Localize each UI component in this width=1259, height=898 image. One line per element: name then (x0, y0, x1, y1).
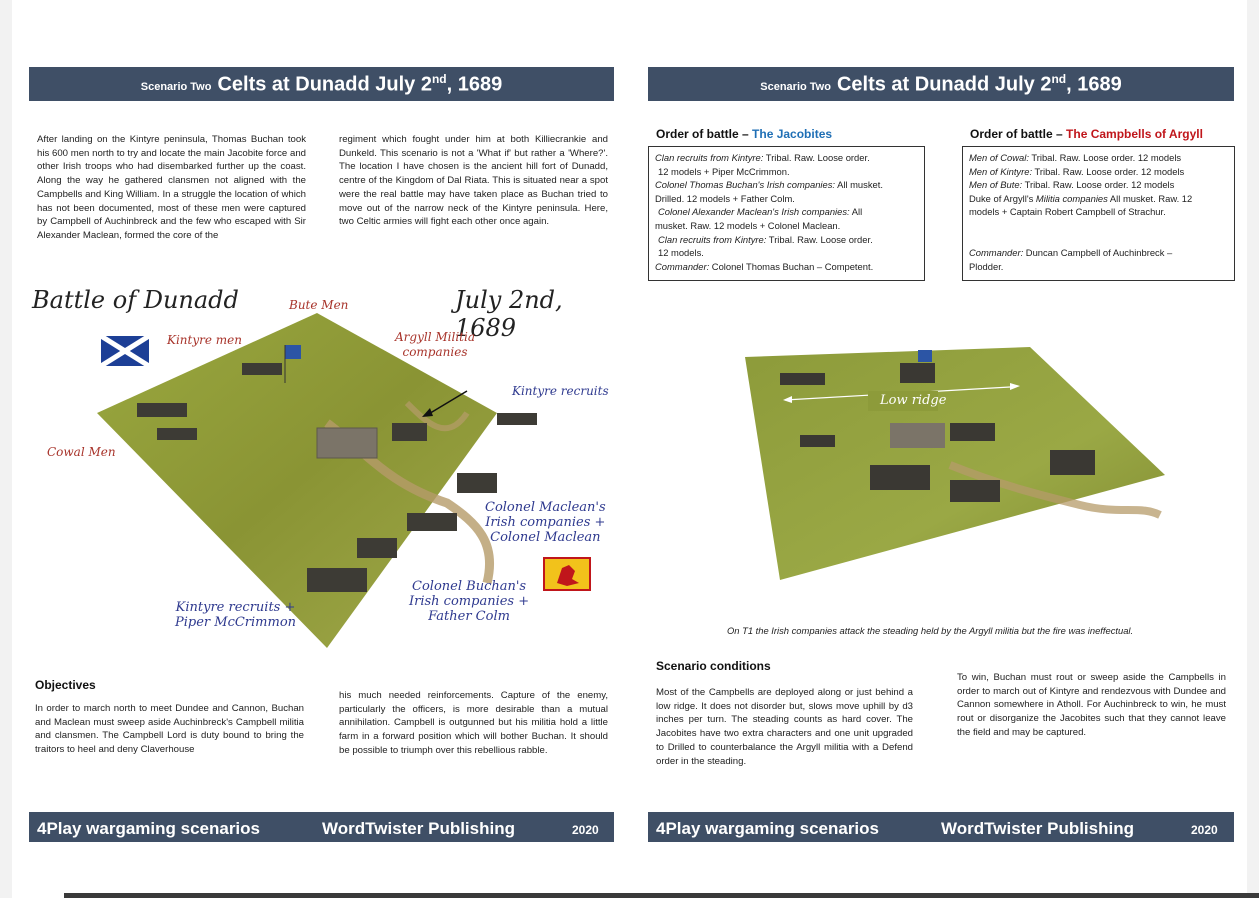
label-kintyre-men: Kintyre men (167, 333, 242, 347)
battle-map (27, 283, 622, 653)
footer-year: 2020 (1191, 823, 1218, 837)
intro-column-2: regiment which fought under him at both Killiecrankie and Dunkeld. This scenario is not a 'What if' but rather a 'Where?'. The location I have chosen is the ancient hill fort of Dunadd, centre of the Kingdom of Dal Riata. This is situated near a spot were the real battle may have taken place as Buchan tried to move out of the narrow neck of the Kintyre peninsula. Here, two Celtic armies will fight each other once again. (339, 134, 608, 228)
left-title-bar (29, 67, 614, 101)
left-gutter (0, 0, 12, 898)
label-cowal-men: Cowal Men (47, 445, 116, 459)
scenario-title: Celts at Dunadd July 2nd, 1689 (836, 71, 1122, 96)
low-ridge-label: Low ridge (880, 393, 947, 408)
photo-caption: On T1 the Irish companies attack the steading held by the Argyll militia but the fire was ineffectual. (727, 625, 1134, 636)
bottom-scroll-edge (64, 893, 1259, 898)
label-argyll-militia: Argyll Militia companies (395, 330, 475, 359)
battlefield-photo-graphic (740, 345, 1172, 585)
footer-publisher: WordTwister Publishing (941, 819, 1134, 838)
oob-jacobites-heading: Order of battle – The Jacobites (656, 127, 833, 141)
jacobite-flag (285, 345, 301, 359)
scenario-title: Celts at Dunadd July 2nd, 1689 (217, 71, 503, 96)
footer-series: 4Play wargaming scenarios (656, 819, 879, 838)
footer-series: 4Play wargaming scenarios (37, 819, 260, 838)
conditions-heading: Scenario conditions (656, 659, 771, 673)
right-gutter (1247, 0, 1259, 898)
left-footer-bar (29, 812, 614, 842)
label-colonel-buchan: Colonel Buchan's Irish companies + Father Colm (409, 579, 530, 624)
objectives-heading: Objectives (35, 678, 96, 692)
label-kintyre-recruits: Kintyre recruits (512, 384, 609, 398)
label-bute-men: Bute Men (289, 298, 349, 312)
battlefield-photo (740, 345, 1172, 585)
scenario-prefix: Scenario Two (140, 81, 212, 93)
right-footer-bar (648, 812, 1234, 842)
label-piper-mccrimmon: Kintyre recruits + Piper McCrimmon (175, 600, 297, 630)
map-title: Battle of Dunadd (32, 286, 239, 314)
left-page (12, 0, 630, 890)
campbells-order-box: Men of Cowal: Tribal. Raw. Loose order. 12 models Men of Kintyre: Tribal. Raw. Loose order. 12 models Men of Bute: Tribal. Raw. Loose order. 12 models Duke of Argyll's Militia companies All musket. Raw. 12 models + Captain Robert Campbell of Strachur. Commander: Duncan Campbell of Auchinbreck – Plodder. (962, 146, 1235, 281)
objectives-column-1: In order to march north to meet Dundee and Cannon, Buchan and Maclean must sweep aside Auchinbreck's Campbell militia and clansmen. The Campbell Lord is duty bound to bring the traitors to heel and deny Claverhouse (35, 703, 304, 756)
conditions-column-2: To win, Buchan must rout or sweep aside the Campbells in order to march out of Kintyre and rendezvous with Dundee and Cannon somewhere in Atholl. For Auchinbreck to win, he must rout or disorganize the Jacobites such that they cannot leave the field and may be captured. (957, 672, 1226, 738)
map-date: July 2nd, 1689 (455, 286, 563, 342)
photo-steading (890, 423, 945, 448)
objectives-column-2: his much needed reinforcements. Capture of the enemy, particularly the officers, is more desirable than a mutual annihilation. Campbell is outgunned but his militia hold a little farm in a forward position which will bother Buchan. It should be possible to triumph over this rebellious rabble. (339, 690, 608, 756)
oob-campbells-heading: Order of battle – The Campbells of Argyll (970, 127, 1203, 141)
jacobites-order-box: Clan recruits from Kintyre: Tribal. Raw. Loose order. 12 models + Piper McCrimmon. Colonel Thomas Buchan's Irish companies: All musket. Drilled. 12 models + Father Colm. Colonel Alexander Maclean's Irish companies: All musket. Raw. 12 models + Colonel Maclean. Clan recruits from Kintyre: Tribal. Raw. Loose order. 12 models. Commander: Colonel Thomas Buchan – Competent. (648, 146, 925, 281)
right-page (632, 0, 1247, 890)
photo-flag (918, 350, 932, 362)
conditions-column-1: Most of the Campbells are deployed along or just behind a low ridge. It does not disorder but, slows move uphill by d3 inches per turn. The steading counts as hard cover. The Jacobites have two extra characters and one unit upgraded to Drilled to counterbalance the Argyll militia with a Defend order in the steading. (656, 687, 913, 767)
scenario-prefix: Scenario Two (760, 81, 831, 93)
intro-column-1: After landing on the Kintyre peninsula, Thomas Buchan took his 600 men north to try and locate the main Jacobite force and other Irish troops who had disembarked further up the coast. Along the way he gathered clansmen not aligned with the Campbells and King William. In a struggle the location of which has not been documented, most of these men were captured by Campbell of Auchinbreck and the few who escaped with Sir Alexander Maclean, formed the core of the (37, 134, 306, 241)
right-title-bar (648, 67, 1234, 101)
steading (317, 428, 377, 458)
footer-publisher: WordTwister Publishing (322, 819, 515, 838)
footer-year: 2020 (572, 823, 599, 837)
label-colonel-maclean: Colonel Maclean's Irish companies + Colonel Maclean (485, 500, 606, 545)
